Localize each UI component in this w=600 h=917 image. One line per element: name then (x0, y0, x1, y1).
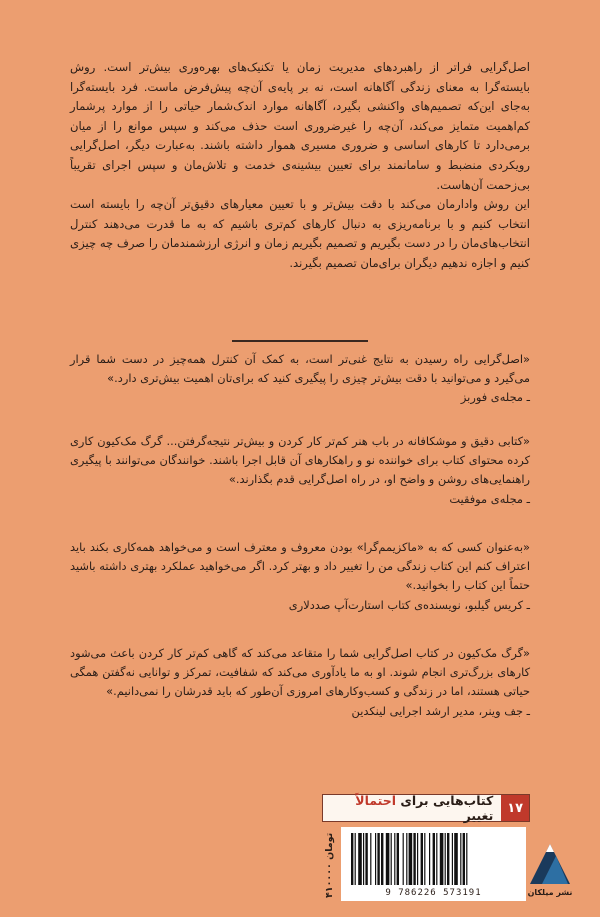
barcode-bar (440, 833, 444, 885)
barcode-bar (351, 833, 353, 885)
testimonial-source: ـ مجله‌ی فوربز (460, 390, 530, 405)
barcode-bar (436, 833, 437, 885)
barcode-bar (460, 833, 461, 885)
barcode-bar (391, 833, 392, 885)
barcode-bar (445, 833, 446, 885)
intro-paragraph-2: این روش وادارمان می‌کند با دقت بیش‌تر و با تعیین معیارهای دقیق‌تر آن‌چه را بایسته است انتخاب کنیم و با برنامه‌ریزی به دنبال کارهای کم‌تری باشیم که به ما قدرت می‌دهند کنترل انتخاب‌های‌مان را در دست بگیریم و تصمیم بگیریم زمان و انرژی ارزشمندمان را صرف چه چیزی کنیم و اجازه ندهیم دیگران برای‌مان تصمیم بگیرند. (70, 197, 530, 270)
series-title-accent: احتمالاً (355, 793, 397, 808)
series-number: ۱۷ (501, 795, 529, 821)
testimonial (70, 644, 530, 721)
barcode-bar (452, 833, 453, 885)
series-title (323, 793, 501, 823)
testimonial-text: «به‌عنوان کسی که به «ماکزیمم‌گرا» بودن معروف و معترف است و می‌خواهد همه‌کاری بکند باید اعتراف کنم این کتاب زندگی من را تغییر داد و بهتر کرد. اگر می‌خواهید عملکرد بهتری داشته باشید حتماً این کتاب را بخوانید.» (70, 540, 530, 593)
price-label: ۴۱۰۰۰۰ تومان (324, 832, 335, 898)
barcode-bar (447, 833, 449, 885)
intro-text (70, 58, 530, 274)
series-title-suffix: تغییر (463, 808, 494, 823)
barcode-bar (403, 833, 404, 885)
barcode-bar (365, 833, 367, 885)
intro-paragraph-1: اصل‌گرایی فراتر از راهبردهای مدیریت زمان یا تکنیک‌های بهره‌وری بیش‌تر است. روش بایسته‌گرا به معنای زندگی آگاهانه است، نه بر پایه‌ی آن‌چه پیش‌فرض ماست. فرد بایسته‌گرا به‌جای این‌که تصمیم‌های واکنشی بگیرد، آگاهانه موارد اندک‌شمار حیاتی را از موارد پرشمار کم‌اهمیت متمایز می‌کند، آن‌چه را غیرضروری است حذف می‌کند و سپس موانع را از میان برمی‌دارد تا کارهای اساسی و ضروری مسیری هموار داشته باشند. به‌عبارت دیگر، اصل‌گرایی رویکردی منضبط و سامانمند برای تعیین بیشینه‌ی خدمت و تلاش‌مان و سپس اجرای تقریباً بی‌زحمت آن‌هاست. (70, 60, 530, 192)
testimonial (70, 432, 530, 509)
testimonial-source: ـ جف وینر، مدیر ارشد اجرایی لینکدین (351, 703, 530, 718)
barcode-bar (375, 833, 376, 885)
testimonial-text: «اصل‌گرایی راه رسیدن به نتایج غنی‌تر است، به کمک آن کنترل همه‌چیز در دست شما قرار می‌گیرد و می‌توانید با دقت بیش‌تر چیزی را پیگیری کنید که برای‌تان اهمیت بیش‌تری دارد.» (70, 352, 530, 386)
testimonial-source: ـ مجله‌ی موفقیت (449, 491, 530, 506)
barcode-bar (413, 833, 415, 885)
barcode-bar (417, 833, 418, 885)
barcode-bar (394, 833, 395, 885)
barcode-bar (429, 833, 430, 885)
testimonial-text: «گرگ مک‌کیون در کتاب اصل‌گرایی شما را متقاعد می‌کند که گاهی کم‌تر کار کردن باعث می‌شود کارهای بزرگ‌تری انجام شوند. او به ما یادآوری می‌کند که شفافیت، تمرکز و توانایی نه‌گفتن همگی حیاتی هستند، اما در زندگی و کسب‌وکارهای امروزی آن‌طور که باید قدرشان را نمی‌دانیم.» (70, 646, 530, 699)
barcode (341, 827, 526, 901)
divider-line (232, 340, 368, 342)
barcode-bar (358, 833, 362, 885)
barcode-bar (424, 833, 425, 885)
barcode-bar (463, 833, 465, 885)
testimonial-text: «کتابی دقیق و موشکافانه در باب هنر کم‌تر کار کردن و بیش‌تر نتیجه‌گرفتن... گرگ مک‌کیون کاری کرده محتوای کتاب برای خواننده نو و راهکارهای آن قابل اجرا باشند. خوانندگان می‌توانند با پیگیری راهنمایی‌های روشن و واضح او، در راه اصل‌گرایی قدم بگذارند.» (70, 434, 530, 487)
barcode-bar (397, 833, 399, 885)
barcode-bar (466, 833, 467, 885)
publisher-name: نشر میلکان (527, 888, 573, 897)
series-title-prefix: کتاب‌هایی برای (396, 793, 494, 808)
series-banner (322, 794, 530, 822)
barcode-bar (363, 833, 364, 885)
barcode-bar (381, 833, 383, 885)
barcode-bars (349, 833, 518, 885)
barcode-bar (386, 833, 390, 885)
barcode-bar (454, 833, 458, 885)
barcode-bar (370, 833, 371, 885)
barcode-bar (406, 833, 407, 885)
testimonial-source: ـ کریس گیلبو، نویسنده‌ی کتاب استارت‌آپ صددلاری (288, 597, 530, 612)
testimonial (70, 350, 530, 408)
barcode-bar (421, 833, 423, 885)
barcode-bar (433, 833, 435, 885)
barcode-digits: 9 786226 573191 (385, 888, 482, 898)
barcode-bar (355, 833, 356, 885)
barcode-bar (409, 833, 413, 885)
barcode-bar (377, 833, 379, 885)
testimonial (70, 538, 530, 615)
